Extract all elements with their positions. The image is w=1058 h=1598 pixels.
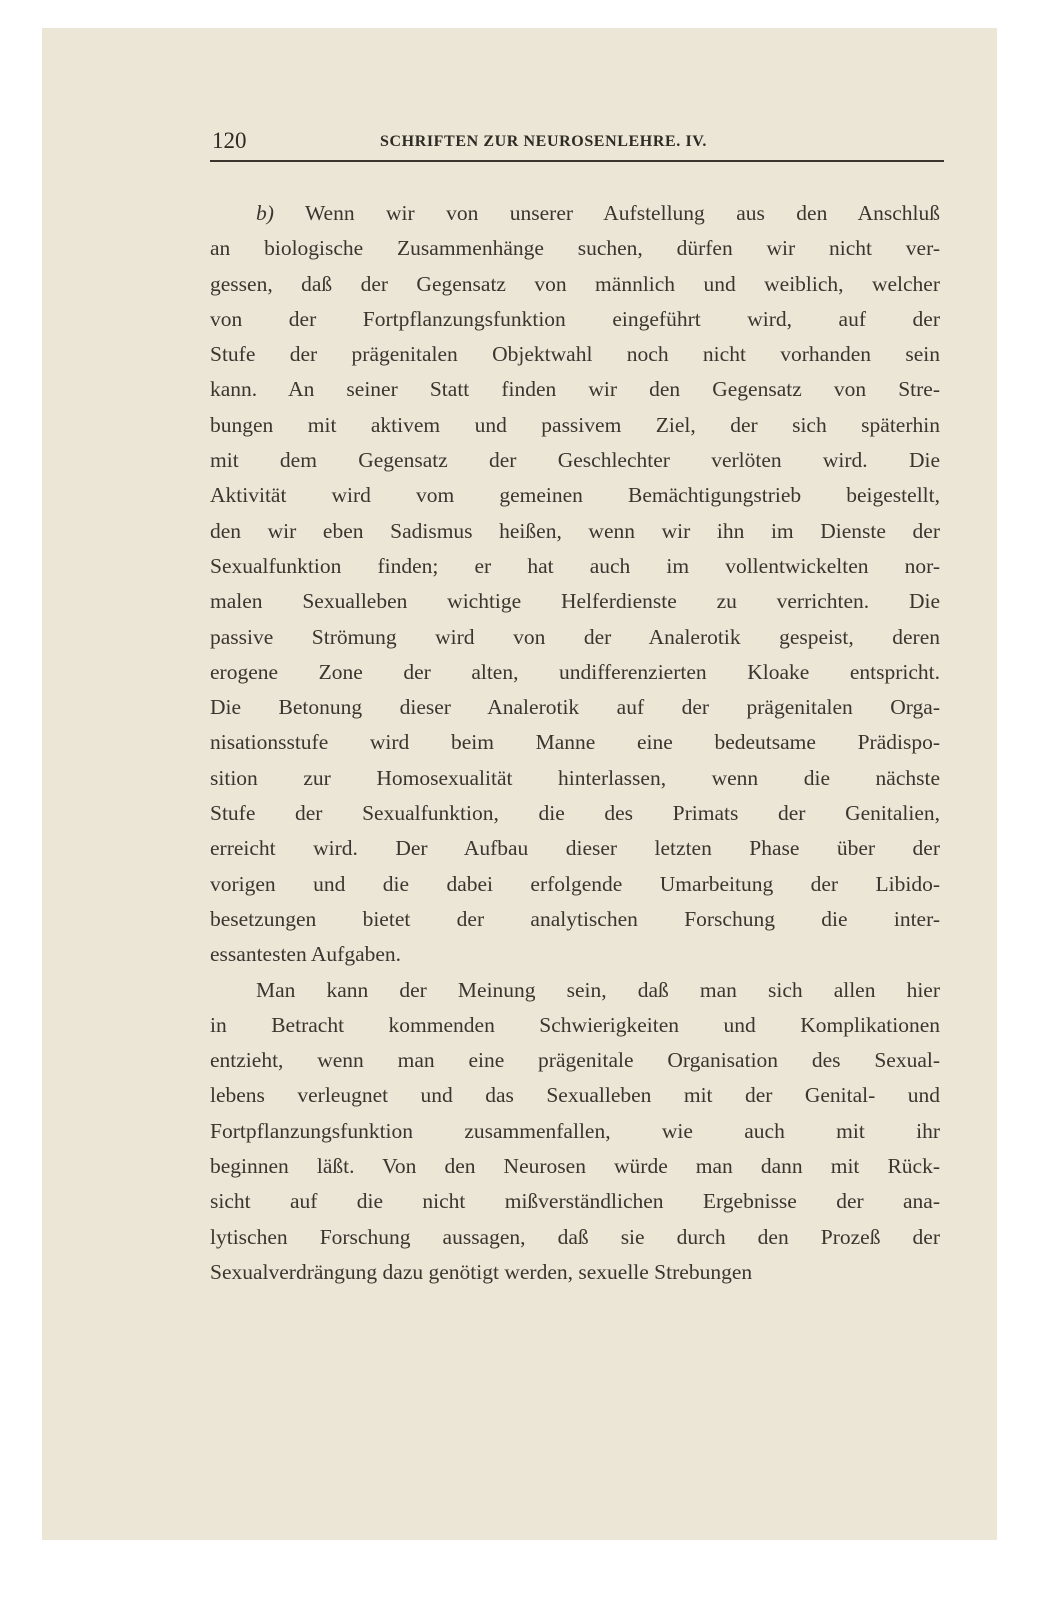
line-text: erreicht wird. Der Aufbau dieser letzten Phase über der [210, 836, 940, 861]
text-line [210, 937, 940, 972]
line-text: Wenn wir von unserer Aufstellung aus den Anschluß [273, 201, 940, 225]
text-line [210, 584, 940, 619]
text-line [210, 443, 940, 478]
text-line [210, 372, 940, 407]
line-text: Man kann der Meinung sein, daß man sich allen hier [256, 977, 940, 1002]
running-head: SCHRIFTEN ZUR NEUROSENLEHRE. IV. [380, 133, 707, 150]
text-line [210, 1078, 940, 1113]
text-line [210, 620, 940, 655]
line-text: kann. An seiner Statt finden wir den Gegensatz von Stre- [210, 377, 940, 402]
line-text: malen Sexualleben wichtige Helferdienste zu verrichten. Die [210, 589, 940, 614]
text-line [210, 690, 940, 725]
text-line [210, 1114, 940, 1149]
text-line [210, 655, 940, 690]
line-text: Stufe der prägenitalen Objektwahl noch nicht vorhanden sein [210, 342, 940, 367]
line-text: Die Betonung dieser Analerotik auf der prägenitalen Orga- [210, 695, 940, 720]
text-line [210, 267, 940, 302]
text-line [210, 761, 940, 796]
line-text: Stufe der Sexualfunktion, die des Primats der Genitalien, [210, 801, 940, 826]
line-text: essantesten Aufgaben. [210, 942, 402, 967]
text-line [210, 196, 940, 231]
line-text: Sexualfunktion finden; er hat auch im vollentwickelten nor- [210, 553, 940, 578]
text-line [210, 902, 940, 937]
header-rule [210, 160, 944, 162]
text-line [210, 514, 940, 549]
line-text: an biologische Zusammenhänge suchen, dürfen wir nicht ver- [210, 236, 940, 261]
page-number: 120 [212, 128, 247, 153]
section-marker: b) [256, 201, 274, 225]
line-text: erogene Zone der alten, undifferenzierten Kloake entspricht. [210, 659, 940, 684]
text-line [210, 478, 940, 513]
line-text: den wir eben Sadismus heißen, wenn wir ihn im Dienste der [210, 518, 940, 543]
text-line [210, 549, 940, 584]
line-text: mit dem Gegensatz der Geschlechter verlöten wird. Die [210, 448, 940, 473]
text-line [210, 831, 940, 866]
text-line [210, 973, 940, 1008]
page-header [212, 128, 944, 158]
text-line [210, 231, 940, 266]
text-line [210, 1043, 940, 1078]
line-text: lebens verleugnet und das Sexualleben mit der Genital- und [210, 1083, 940, 1108]
text-line [210, 796, 940, 831]
line-text: Fortpflanzungsfunktion zusammenfallen, wie auch mit ihr [210, 1118, 940, 1143]
body-text [210, 196, 940, 1290]
line-text: vorigen und die dabei erfolgende Umarbeitung der Libido- [210, 871, 940, 896]
text-line [210, 1220, 940, 1255]
line-text: in Betracht kommenden Schwierigkeiten und Komplikationen [210, 1012, 940, 1037]
text-line [210, 1008, 940, 1043]
line-text: sition zur Homosexualität hinterlassen, wenn die nächste [210, 765, 940, 790]
line-text: passive Strömung wird von der Analerotik gespeist, deren [210, 624, 940, 649]
line-text: nisationsstufe wird beim Manne eine bedeutsame Prädispo- [210, 730, 940, 755]
line-text: besetzungen bietet der analytischen Forschung die inter- [210, 906, 940, 931]
line-text: entzieht, wenn man eine prägenitale Organisation des Sexual- [210, 1048, 940, 1073]
line-text: gessen, daß der Gegensatz von männlich und weiblich, welcher [210, 271, 940, 296]
text-line [210, 1255, 940, 1290]
line-text: sicht auf die nicht mißverständlichen Ergebnisse der ana- [210, 1189, 940, 1214]
line-text: Aktivität wird vom gemeinen Bemächtigungstrieb beigestellt, [210, 483, 940, 508]
text-line [210, 302, 940, 337]
text-line [210, 408, 940, 443]
text-line [210, 725, 940, 760]
text-line [210, 867, 940, 902]
line-text: lytischen Forschung aussagen, daß sie durch den Prozeß der [210, 1224, 940, 1249]
line-text: Sexualverdrängung dazu genötigt werden, sexuelle Strebungen [210, 1259, 753, 1284]
line-text: von der Fortpflanzungsfunktion eingeführt wird, auf der [210, 306, 940, 331]
line-text: beginnen läßt. Von den Neurosen würde man dann mit Rück- [210, 1154, 940, 1179]
text-line [210, 1149, 940, 1184]
text-line [210, 1184, 940, 1219]
line-text: bungen mit aktivem und passivem Ziel, der sich späterhin [210, 412, 940, 437]
text-line [210, 337, 940, 372]
